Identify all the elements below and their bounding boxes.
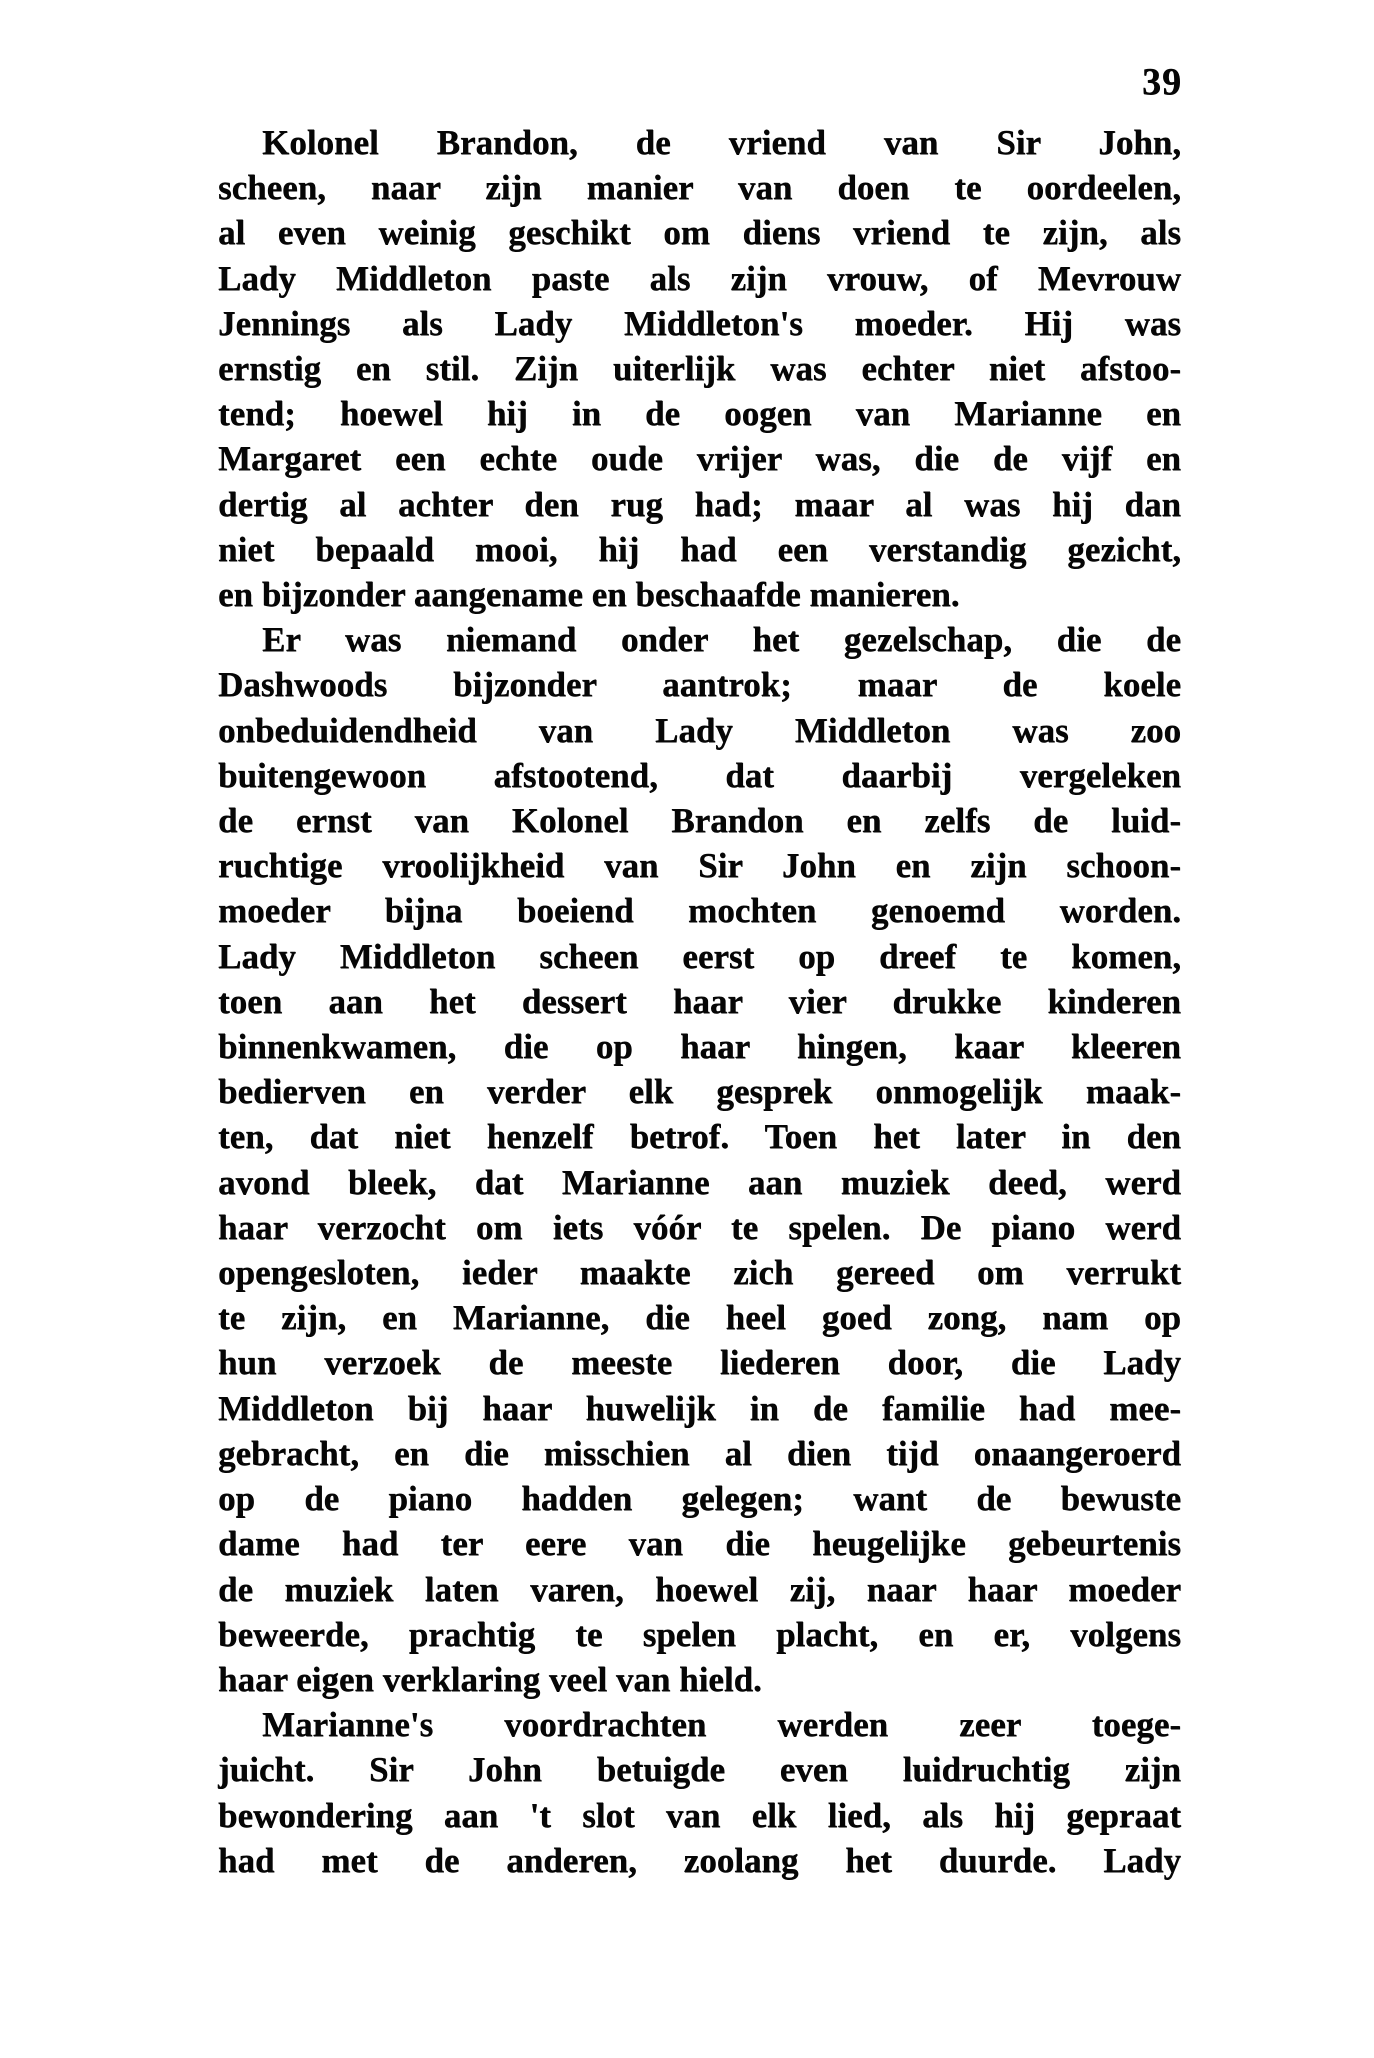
text-line: bedierven en verder elk gesprek onmogelijk maak- [218, 1072, 1181, 1112]
text-line: ruchtige vroolijkheid van Sir John en zijn schoon- [218, 846, 1181, 886]
text-line: haar verzocht om iets vóór te spelen. De piano werd [218, 1207, 1181, 1247]
text-line: moeder bijna boeiend mochten genoemd worden. [218, 891, 1181, 931]
paragraph [218, 1702, 1181, 1883]
text-line: gebracht, en die misschien al dien tijd onaangeroerd [218, 1433, 1181, 1473]
text-line: toen aan het dessert haar vier drukke kinderen [218, 981, 1181, 1021]
paragraph [218, 120, 1181, 617]
text-line: avond bleek, dat Marianne aan muziek deed, werd [218, 1162, 1181, 1202]
text-line: hun verzoek de meeste liederen door, die Lady [218, 1343, 1181, 1383]
text-line: te zijn, en Marianne, die heel goed zong, nam op [218, 1298, 1181, 1338]
paragraph [218, 617, 1181, 1702]
text-line: buitengewoon afstootend, dat daarbij vergeleken [218, 755, 1181, 795]
text-line: ernstig en stil. Zijn uiterlijk was echter niet afstoo- [218, 349, 1181, 389]
text-line: juicht. Sir John betuigde even luidruchtig zijn [218, 1750, 1181, 1790]
text-line: Middleton bij haar huwelijk in de familie had mee- [218, 1388, 1181, 1428]
text-line: Kolonel Brandon, de vriend van Sir John, [262, 123, 1181, 162]
text-line: scheen, naar zijn manier van doen te oordeelen, [218, 168, 1181, 208]
text-line: beweerde, prachtig te spelen placht, en er, volgens [218, 1614, 1181, 1654]
text-line: dertig al achter den rug had; maar al was hij dan [218, 484, 1181, 524]
text-line: haar eigen verklaring veel van hield. [218, 1659, 762, 1699]
text-line: de muziek laten varen, hoewel zij, naar haar moeder [218, 1569, 1181, 1609]
text-line: dame had ter eere van die heugelijke gebeurtenis [218, 1524, 1181, 1564]
page-number: 39 [1142, 61, 1182, 103]
text-line: al even weinig geschikt om diens vriend te zijn, als [218, 213, 1181, 253]
text-line: ten, dat niet henzelf betrof. Toen het later in den [218, 1117, 1181, 1157]
text-line: en bijzonder aangename en beschaafde manieren. [218, 575, 960, 615]
text-line: Jennings als Lady Middleton's moeder. Hij was [218, 303, 1181, 343]
text-line: binnenkwamen, die op haar hingen, kaar kleeren [218, 1027, 1181, 1067]
text-line: Margaret een echte oude vrijer was, die de vijf en [218, 439, 1181, 479]
text-line: Dashwoods bijzonder aantrok; maar de koele [218, 665, 1181, 705]
text-line: niet bepaald mooi, hij had een verstandig gezicht, [218, 529, 1181, 569]
text-line: de ernst van Kolonel Brandon en zelfs de luid- [218, 801, 1181, 841]
text-line: tend; hoewel hij in de oogen van Marianne en [218, 394, 1181, 434]
text-line: Er was niemand onder het gezelschap, die de [262, 620, 1181, 660]
text-line: had met de anderen, zoolang het duurde. Lady [218, 1840, 1181, 1880]
text-line: Marianne's voordrachten werden zeer toege- [262, 1705, 1181, 1745]
text-line: bewondering aan 't slot van elk lied, als hij gepraat [218, 1795, 1181, 1835]
text-line: op de piano hadden gelegen; want de bewuste [218, 1479, 1181, 1519]
text-line: onbeduidendheid van Lady Middleton was zoo [218, 710, 1181, 750]
text-line: Lady Middleton scheen eerst op dreef te komen, [218, 936, 1181, 976]
text-line: Lady Middleton paste als zijn vrouw, of Mevrouw [218, 258, 1181, 298]
text-line: opengesloten, ieder maakte zich gereed om verrukt [218, 1253, 1181, 1293]
text-block [218, 120, 1181, 1883]
